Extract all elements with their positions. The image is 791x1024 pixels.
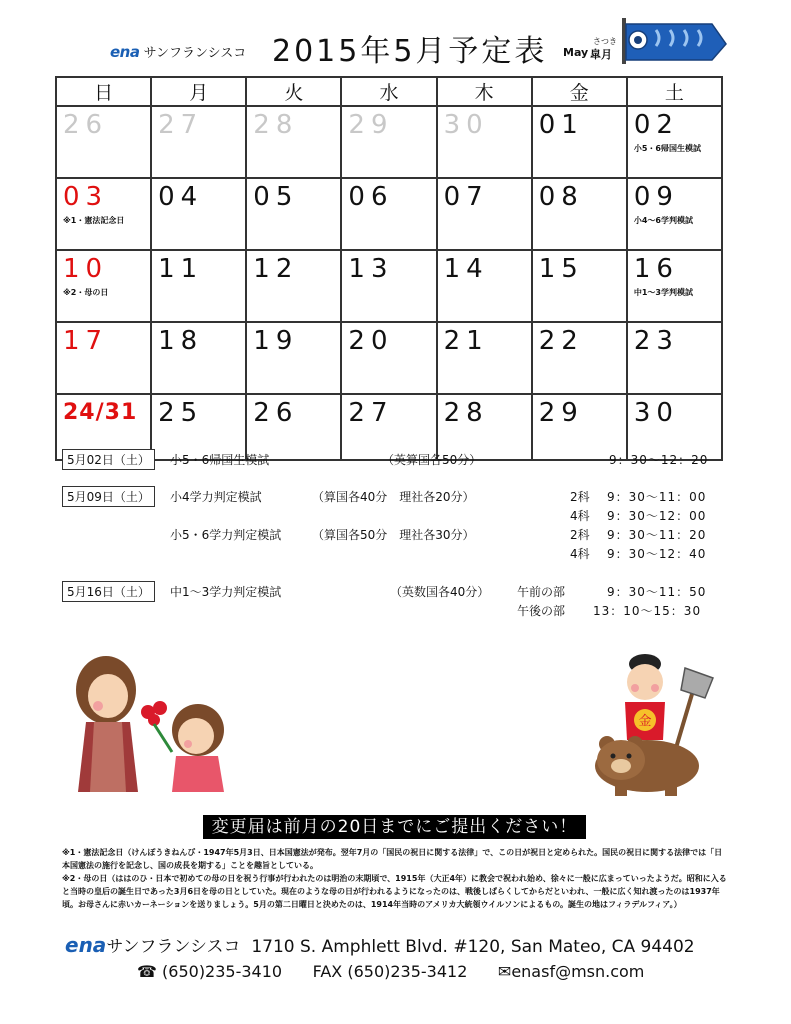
footer-fax: FAX (650)235-3412 — [312, 962, 468, 981]
calendar-day-cell — [56, 250, 151, 322]
footer-phone: (650)235-3410 — [162, 962, 283, 981]
weekday-tuesday: 火 — [246, 77, 341, 106]
schedule-time: 9：30～12：00 — [607, 509, 707, 523]
calendar-day-cell — [246, 106, 341, 178]
schedule-time: 9：30～11：50 — [607, 585, 707, 599]
calendar-day-cell — [341, 250, 436, 322]
schedule-time: 9：30～11：00 — [607, 490, 707, 504]
calendar-day-cell — [532, 322, 627, 394]
title-english-month: May — [563, 46, 589, 59]
calendar-day-cell — [627, 106, 722, 178]
brand-logo-ena: ena — [110, 43, 140, 61]
mothers-day-illustration — [68, 652, 248, 796]
schedule-subjects: （英算国各50分） — [382, 453, 482, 467]
calendar-day-cell — [56, 106, 151, 178]
calendar-day-cell — [56, 178, 151, 250]
calendar-day-number: 17 — [63, 326, 109, 356]
calendar-day-cell — [151, 250, 246, 322]
calendar-day-number: 12 — [253, 254, 299, 284]
calendar-day-number: 10 — [63, 254, 109, 284]
schedule-date: 5月16日（土） — [62, 581, 155, 602]
calendar-day-number: 26 — [63, 110, 109, 140]
calendar-day-cell — [532, 250, 627, 322]
calendar-day-cell — [532, 178, 627, 250]
calendar-day-number: 28 — [443, 398, 489, 428]
schedule-exam-name: 小4学力判定模試 — [170, 490, 262, 504]
calendar-day-number: 18 — [158, 326, 204, 356]
calendar-week-row — [56, 322, 722, 394]
calendar-day-number: 13 — [348, 254, 394, 284]
calendar-day-cell — [246, 322, 341, 394]
schedule-course-label: 4科 — [570, 509, 590, 523]
weekday-monday: 月 — [151, 77, 246, 106]
schedule-subjects: （算国各40分 理社各20分） — [312, 490, 475, 504]
weekday-header-row — [56, 77, 722, 106]
calendar-day-number: 01 — [538, 110, 584, 140]
calendar-day-cell — [341, 178, 436, 250]
calendar-day-cell — [341, 106, 436, 178]
calendar-day-number: 15 — [538, 254, 584, 284]
kintaro-kanji: 金 — [638, 714, 652, 729]
calendar-day-cell — [437, 178, 532, 250]
schedule-course-label: 2科 — [570, 490, 590, 504]
calendar-day-cell — [151, 106, 246, 178]
calendar-day-number: 23 — [633, 326, 679, 356]
schedule-exam-name: 小5・6学力判定模試 — [170, 528, 282, 542]
brand-logo-name: サンフランシスコ — [143, 46, 247, 61]
calendar-day-number: 05 — [253, 182, 299, 212]
schedule-time: 9：30～12：40 — [607, 547, 707, 561]
calendar-day-number: 30 — [633, 398, 679, 428]
email-icon: ✉ — [497, 962, 512, 981]
phone-icon: ☎ — [137, 962, 157, 981]
brand-logo — [110, 42, 246, 61]
calendar-day-number: 24/31 — [63, 400, 138, 425]
calendar-day-number: 19 — [253, 326, 299, 356]
calendar-day-cell — [151, 178, 246, 250]
calendar-day-number: 25 — [158, 398, 204, 428]
calendar-day-cell — [246, 250, 341, 322]
calendar-day-note: ※2・母の日 — [63, 288, 109, 297]
title-ruby: さつき — [593, 37, 617, 46]
calendar-day-number: 27 — [348, 398, 394, 428]
footer-address: 1710 S. Amphlett Blvd. #120, San Mateo, CA 94402 — [251, 937, 695, 957]
calendar-day-number: 06 — [348, 182, 394, 212]
footer-school-name: サンフランシスコ — [106, 937, 241, 957]
calendar-day-number: 11 — [158, 254, 204, 284]
calendar-day-number: 03 — [63, 182, 109, 212]
schedule-subjects: （算国各50分 理社各30分） — [312, 528, 475, 542]
title-japanese-month: 皐月 — [590, 48, 612, 61]
calendar-day-cell — [627, 250, 722, 322]
weekday-thursday: 木 — [437, 77, 532, 106]
calendar-day-number: 04 — [158, 182, 204, 212]
schedule-time: 13：10～15：30 — [593, 604, 702, 618]
calendar-day-cell — [56, 322, 151, 394]
footnote-constitution-day: ※1・憲法記念日（けんぽうきねんび・1947年5月3日、日本国憲法が発布。翌年7月の「国民の祝日に関する法律」で、この日が祝日と定められた。国民の祝日に関する法律では「日本国憲法の施行を記念し、国の成長を期する」ことを趣旨としている。 — [62, 848, 723, 870]
calendar-day-cell — [627, 322, 722, 394]
weekday-sunday: 日 — [56, 77, 151, 106]
footer-address-line — [65, 932, 695, 957]
calendar-day-number: 08 — [538, 182, 584, 212]
weekday-saturday: 土 — [627, 77, 722, 106]
footnote-mothers-day: ※2・母の日（ははのひ・日本で初めての母の日を祝う行事が行われたのは明治の末期頃で、1915年（大正4年）に教会で祝われ始め、徐々に一般に広まっていったようだ。昭和に入ると当時の皇后の誕生日であった3月6日を母の日としていた。現在のような母の日が行われるようになったのは、戦後しばらくしてからだといわれ、一般に広く知れ渡ったのは1937年頃。お母さんに赤いカーネーションを送りましょう。5月の第二日曜日と決めたのは、1914年当時のアメリカ大統領ウイルソンによるもの。誕生の地はフィラデルフィア。） — [62, 874, 727, 909]
calendar-day-number: 16 — [633, 254, 679, 284]
schedule-session-label: 午後の部 — [517, 604, 566, 618]
calendar-day-number: 09 — [633, 182, 679, 212]
calendar-week-row — [56, 106, 722, 178]
calendar-day-number: 20 — [348, 326, 394, 356]
schedule-exam-name: 中1～3学力判定模試 — [170, 585, 282, 599]
calendar-day-cell — [437, 106, 532, 178]
calendar-day-cell — [341, 322, 436, 394]
calendar-day-cell — [627, 178, 722, 250]
calendar-table — [55, 76, 723, 461]
schedule-exam-name: 小5・6帰国生模試 — [170, 453, 270, 467]
calendar-day-cell — [437, 250, 532, 322]
weekday-wednesday: 水 — [341, 77, 436, 106]
calendar-day-cell — [437, 322, 532, 394]
calendar-day-number: 21 — [443, 326, 489, 356]
page-header — [0, 0, 791, 76]
calendar-day-number: 29 — [538, 398, 584, 428]
schedule-date: 5月09日（土） — [62, 486, 155, 507]
calendar-day-number: 29 — [348, 110, 394, 140]
calendar-day-number: 30 — [443, 110, 489, 140]
calendar-day-note: 小5・6帰国生模試 — [633, 144, 701, 153]
calendar-day-cell — [246, 178, 341, 250]
koinobori-illustration — [620, 16, 730, 70]
calendar-day-cell — [151, 322, 246, 394]
calendar-day-cell — [532, 106, 627, 178]
calendar-week-row — [56, 250, 722, 322]
schedule-time: 9：30～12：20 — [609, 453, 709, 467]
page-title: 2015年5月予定表 — [272, 34, 548, 69]
schedule-session-label: 午前の部 — [517, 585, 566, 599]
notice-banner: 変更届は前月の20日までにご提出ください！ — [203, 815, 586, 839]
calendar-day-number: 27 — [158, 110, 204, 140]
footer-contact-line — [137, 962, 644, 981]
schedule-course-label: 4科 — [570, 547, 590, 561]
calendar-day-number: 07 — [443, 182, 489, 212]
calendar-day-note: 小4～6学判模試 — [633, 216, 693, 225]
schedule-date: 5月02日（土） — [62, 449, 155, 470]
schedule-time: 9：30～11：20 — [607, 528, 707, 542]
footer-email: enasf@msn.com — [511, 962, 645, 981]
schedule-course-label: 2科 — [570, 528, 590, 542]
calendar-day-note: ※1・憲法記念日 — [63, 216, 125, 225]
footer-logo-ena: ena — [65, 933, 107, 957]
kintaro-illustration — [585, 648, 725, 802]
calendar-week-row — [56, 178, 722, 250]
calendar-day-number: 28 — [253, 110, 299, 140]
calendar-day-number: 22 — [538, 326, 584, 356]
calendar-day-number: 02 — [633, 110, 679, 140]
calendar-day-number: 14 — [443, 254, 489, 284]
weekday-friday: 金 — [532, 77, 627, 106]
calendar-day-note: 中1～3学判模試 — [633, 288, 693, 297]
schedule-subjects: （英数国各40分） — [390, 585, 490, 599]
calendar-day-number: 26 — [253, 398, 299, 428]
